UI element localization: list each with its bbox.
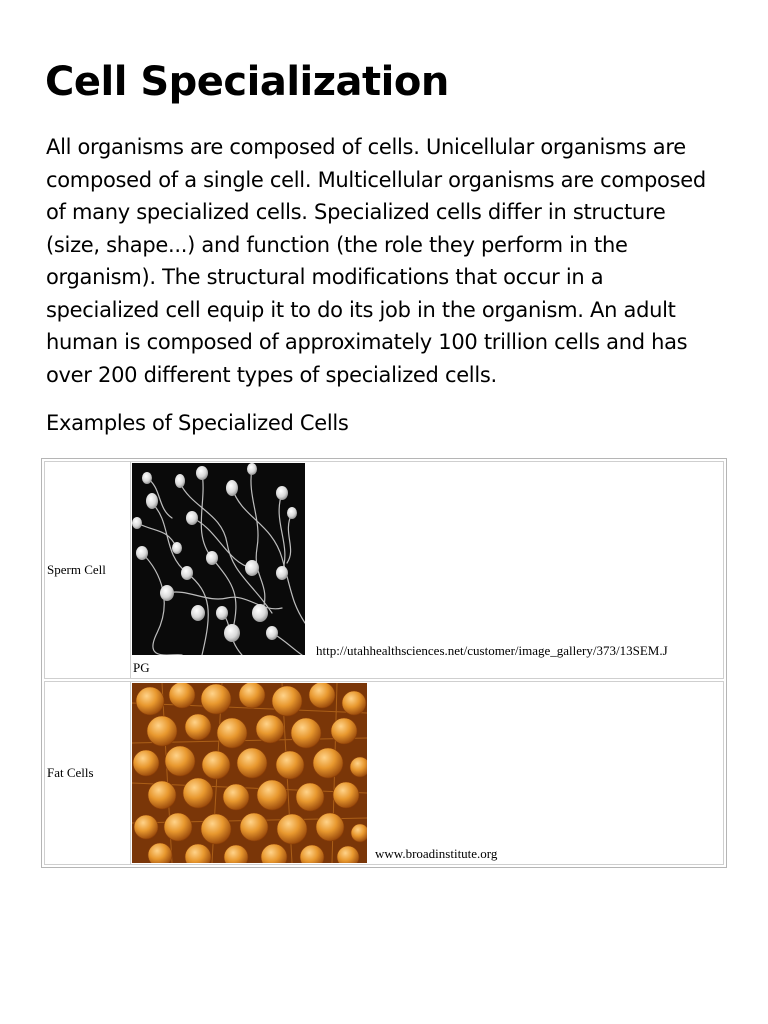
table-image-cell (132, 462, 723, 678)
intro-line: composed of a single cell. Multicellular organisms are composed (46, 167, 706, 192)
image-source-url-continuation: PG (133, 660, 150, 675)
intro-line: specialized cell equip it to do its job in the organism. An adult (46, 297, 676, 322)
table-row (44, 461, 724, 679)
intro-line: organism). The structural modifications that occur in a (46, 265, 604, 289)
image-source-url: www.broadinstitute.org (375, 846, 498, 861)
image-source-url: http://utahhealthsciences.net/customer/image_gallery/373/13SEM.J (316, 643, 668, 658)
table-row (44, 681, 724, 865)
intro-line: All organisms are composed of cells. Unicellular organisms are (46, 135, 686, 159)
intro-line: human is composed of approximately 100 trillion cells and has (46, 330, 688, 354)
page-title: Cell Specialization (45, 59, 449, 105)
intro-paragraph (46, 131, 736, 391)
intro-line: of many specialized cells. Specialized cells differ in structure (46, 200, 666, 224)
cell-type-label: Fat Cells (47, 765, 94, 780)
cell-type-label: Sperm Cell (47, 562, 106, 577)
table-image-cell (132, 682, 723, 864)
section-heading: Examples of Specialized Cells (46, 411, 349, 435)
fat-cells-micrograph-icon (132, 683, 367, 863)
specialized-cells-table (41, 458, 727, 868)
table-label-cell (45, 682, 131, 864)
table-label-cell (45, 462, 131, 678)
intro-line: (size, shape...) and function (the role they perform in the (46, 232, 628, 257)
intro-line: over 200 different types of specialized cells. (46, 362, 497, 387)
sperm-cells-micrograph-icon (132, 463, 305, 655)
